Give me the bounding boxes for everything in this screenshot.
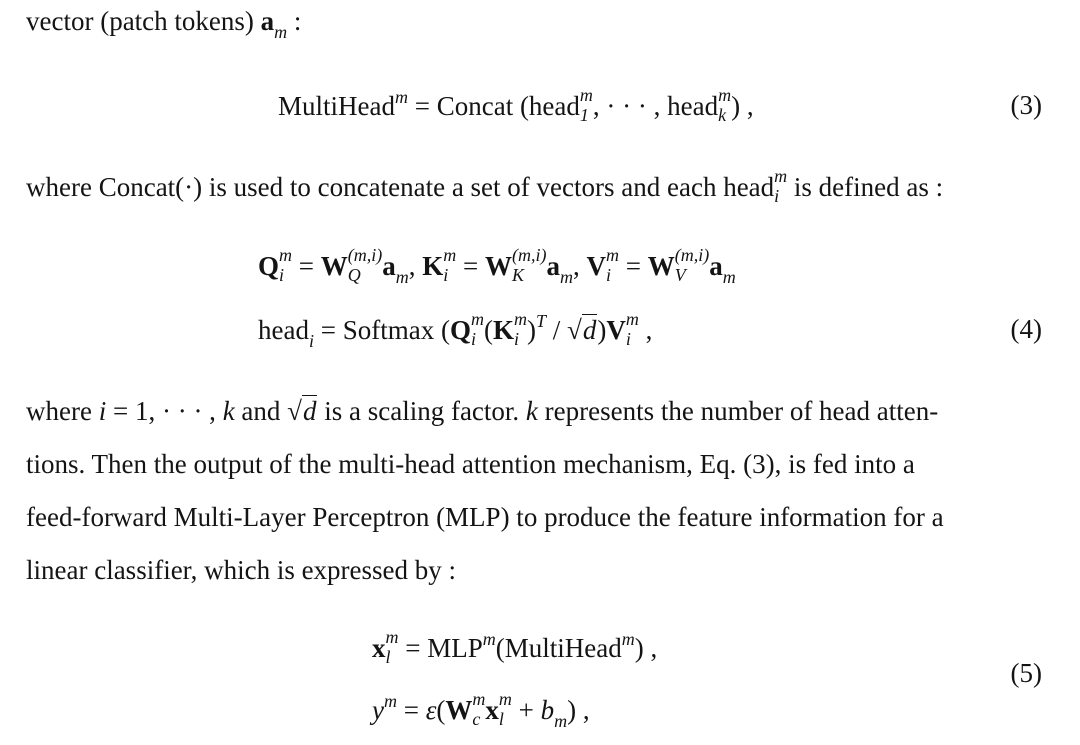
eq4a-K-sub: i [443,265,449,285]
body-line1-sqrt: √d [287,396,317,426]
eq4a-a1-sub: m [395,267,409,288]
eq5-x2: x [485,695,499,726]
eq4b-K-sub: i [513,329,519,349]
eq4a-V-scripts [606,246,619,284]
eq5-b-sub: m [554,711,568,732]
eq4b-Q-scripts [471,310,484,348]
body-line-3: feed-forward Multi-Layer Perceptron (MLP) to produce the feature information for a [26,502,944,532]
eq4b-Q-sup: m [470,309,484,329]
eq4a-K-sup: m [443,245,457,265]
eq4b-rel: = Softmax ( [313,315,450,346]
eq5-rel2: = [396,695,426,726]
eq3-h1-sub: 1 [579,105,589,125]
eq4b-head-sub: i [308,331,314,352]
eq4b-V-sup: m [625,309,639,329]
eq4a-WV-scripts [675,246,710,284]
eq5-x: x [372,633,386,664]
eq4a-WV-sub: V [674,265,686,285]
equation-4b: head$_i$ = Softmax (Q m i (K m i )$^T$ / √d)V m i , [258,309,653,352]
equation-number-5: (5) [1010,658,1042,688]
equation-4a [258,245,736,288]
body-line1-k2: k [525,396,538,426]
eq3-lhs-sup: m [394,87,408,108]
eq4b-K: K [492,315,514,346]
eq4b-V: V [606,315,626,346]
eq4a-WK: W [485,251,512,282]
eq4b-Q: Q [449,315,471,346]
eq5-arg: (MultiHead [495,633,622,664]
intro-sub: m [274,22,288,42]
body-line-4: linear classifier, which is expressed by : [26,555,457,585]
eq4a-WV-sup: (m,i) [674,245,710,265]
eq5-W: W [445,695,473,726]
body-line-2: tions. Then the output of the multi-head attention mechanism, Eq. (3), is fed into a [26,449,915,479]
eq5-W-sub: c [472,709,481,729]
body-line1-h: represents the number of head atten- [537,396,939,426]
eq3-h1-sup: m [579,85,593,105]
eq4a-Q-sub: i [279,265,285,285]
equation-5a [372,627,658,670]
intro-colon: : [287,6,302,36]
eq5-x2-sub: l [498,709,504,729]
eq4b-sqrt: √d [567,315,597,346]
eq4a-WK-scripts [512,246,547,284]
eq4a-WK-sub: K [512,265,525,285]
eq4b-end: , [638,315,653,346]
eq4a-eq3: = [619,251,648,282]
eq4a-WQ-sup: (m,i) [347,245,383,265]
concat-head-sup: m [774,166,788,186]
eq3-mid: , · · · , head [592,91,719,122]
eq3-hk-scripts [718,86,731,124]
eq3-hk-sup: m [718,85,732,105]
body-line1-a: where [26,396,99,426]
intro-text: vector (patch tokens) [26,6,261,36]
eq4a-a3: a [709,251,723,282]
eq4a-a2: a [546,251,560,282]
body-line1-k: k [222,396,235,426]
eq4a-eq2: = [456,251,485,282]
concat-head-scripts [774,167,787,205]
eq4a-eq1: = [292,251,321,282]
eq4a-Q-sup: m [279,245,293,265]
body-line1-e: and [234,396,288,426]
eq4a-WV: W [647,251,675,282]
eq4a-comma2: , [573,251,587,282]
eq4a-V: V [586,251,606,282]
eq5-eps: ε [425,695,437,726]
eq3-rel: = Concat (head [407,91,580,122]
body-line-1 [26,396,938,427]
eq4a-WK-sup: (m,i) [512,245,547,265]
eq4b-K-sup: m [513,309,527,329]
eq5-b: b [540,695,555,726]
eq4b-T: T [535,311,546,332]
eq5-W-scripts [472,690,485,728]
eq4a-K-scripts [443,246,456,284]
eq4a-V-sub: i [606,265,612,285]
eq3-h1-scripts [580,86,593,124]
eq5-mlp-sup: m [482,629,496,650]
eq5-x-scripts [386,628,399,666]
eq3-lhs: MultiHead [278,91,395,122]
eq4a-WQ-sub: Q [347,265,361,285]
eq4a-WQ: W [320,251,348,282]
eq4a-Q: Q [258,251,280,282]
concat-text-2: is defined as : [787,172,944,203]
eq5-x2-scripts [499,690,512,728]
eq3-hk-sub: k [718,105,727,125]
eq4a-a2-sub: m [560,267,573,288]
eq4a-V-sup: m [606,245,619,265]
equation-3 [278,85,754,128]
eq4a-a3-sub: m [722,267,736,288]
body-line1-f: is a scaling factor. [317,396,526,426]
eq3-end: ) , [731,91,754,122]
body-line1-c: = 1, · · · , [106,396,223,426]
concat-definition-line [26,166,944,209]
eq5-x-sub: l [385,647,391,667]
eq5-y: y [372,695,384,726]
eq4b-head: head [258,315,309,346]
eq4b-Q-sub: i [470,329,476,349]
eq4a-comma1: , [408,251,423,282]
eq5-W-sup: m [472,689,486,709]
eq5-plus: + [511,695,541,726]
eq4a-WQ-scripts [348,246,383,284]
intro-var: a [260,6,275,36]
equation-number-4: (4) [1010,314,1042,344]
eq5-x2-sup: m [498,689,512,709]
concat-text-1: where Concat(·) is used to concatenate a set of vectors and each head [26,172,775,203]
eq5-end2: ) , [567,695,590,726]
equation-5b: $y^m = \varepsilon(W$ m c x m l + $b_m$) , [372,689,590,732]
eq5-arg-sup: m [621,629,635,650]
equation-number-3: (3) [1010,90,1042,120]
eq4b-V-scripts [626,310,639,348]
eq5-end1: ) , [634,633,658,664]
eq4b-V-sub: i [625,329,631,349]
concat-head-sub: i [774,186,780,206]
eq5-x-sup: m [385,627,399,647]
eq5-rel1: = MLP [398,633,483,664]
eq4a-Q-scripts [279,246,292,284]
eq4a-a1: a [382,251,396,282]
body-line1-i: i [98,396,107,426]
eq4b-sqrt-arg: d [582,315,597,346]
eq4a-K: K [422,251,444,282]
body-line1-sqrt-arg: d [302,396,317,426]
eq5-y-sup: m [383,691,397,712]
eq4b-slash: / [546,315,568,346]
eq4b-K-scripts [514,310,527,348]
intro-line [26,6,302,42]
